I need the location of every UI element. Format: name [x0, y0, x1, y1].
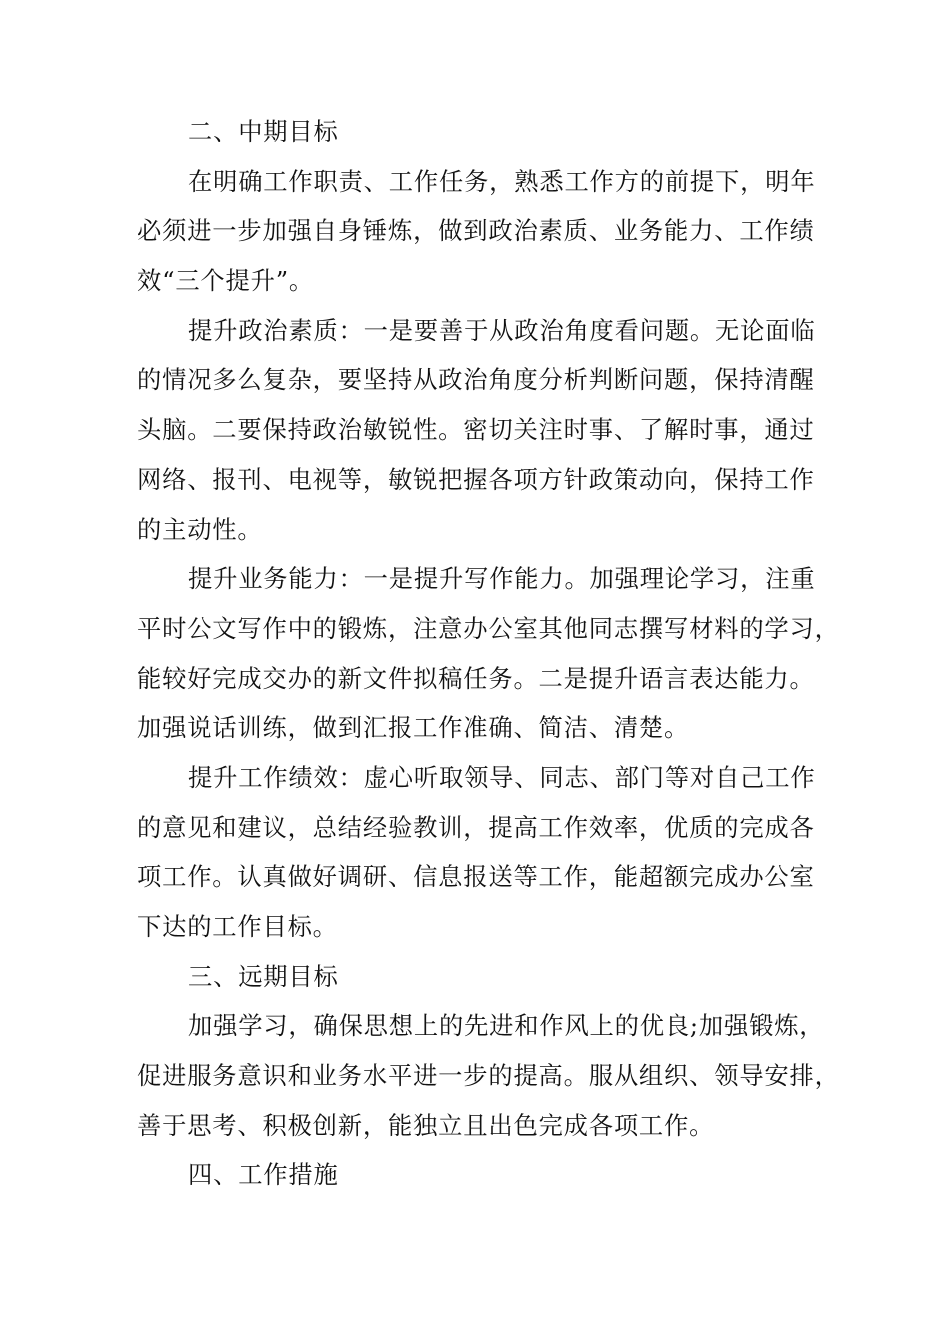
paragraph-line: 促进服务意识和业务水平进一步的提高。服从组织、领导安排， [137, 1061, 840, 1091]
paragraph-line: 头脑。二要保持政治敏锐性。密切关注时事、了解时事，通过 [137, 415, 815, 445]
document-body [137, 107, 840, 1200]
paragraph-line: 项工作。认真做好调研、信息报送等工作，能超额完成办公室 [137, 862, 815, 892]
paragraph-line: 能较好完成交办的新文件拟稿任务。二是提升语言表达能力。 [137, 663, 815, 693]
paragraph-line: 提升业务能力：一是提升写作能力。加强理论学习，注重 [188, 564, 816, 594]
paragraph-line: 加强说话训练，做到汇报工作准确、简洁、清楚。 [137, 713, 690, 743]
paragraph-line: 在明确工作职责、工作任务，熟悉工作方的前提下，明年 [188, 166, 816, 196]
paragraph-line: 网络、报刊、电视等，敏锐把握各项方针政策动向，保持工作 [137, 464, 815, 494]
section-heading-work-measures: 四、工作措施 [188, 1160, 339, 1190]
section-heading-longterm-goals: 三、远期目标 [188, 961, 339, 991]
paragraph-line: 下达的工作目标。 [137, 912, 338, 941]
paragraph-line: 的情况多么复杂，要坚持从政治角度分析判断问题，保持清醒 [137, 365, 815, 395]
paragraph-line: 效“三个提升”。 [137, 266, 315, 296]
paragraph-line: 提升工作绩效：虚心听取领导、同志、部门等对自己工作 [188, 762, 816, 792]
paragraph-line: 的意见和建议，总结经验教训，提高工作效率，优质的完成各 [137, 812, 815, 842]
paragraph-line: 善于思考、积极创新，能独立且出色完成各项工作。 [137, 1110, 715, 1140]
paragraph-line: 平时公文写作中的锻炼，注意办公室其他同志撰写材料的学习， [137, 613, 840, 643]
section-heading-midterm-goals: 二、中期目标 [188, 117, 339, 146]
paragraph-line: 的主动性。 [137, 514, 263, 544]
paragraph-line: 必须进一步加强自身锤炼，做到政治素质、业务能力、工作绩 [137, 216, 815, 246]
paragraph-line: 加强学习，确保思想上的先进和作风上的优良;加强锻炼， [188, 1011, 825, 1041]
paragraph-line: 提升政治素质：一是要善于从政治角度看问题。无论面临 [188, 315, 816, 345]
